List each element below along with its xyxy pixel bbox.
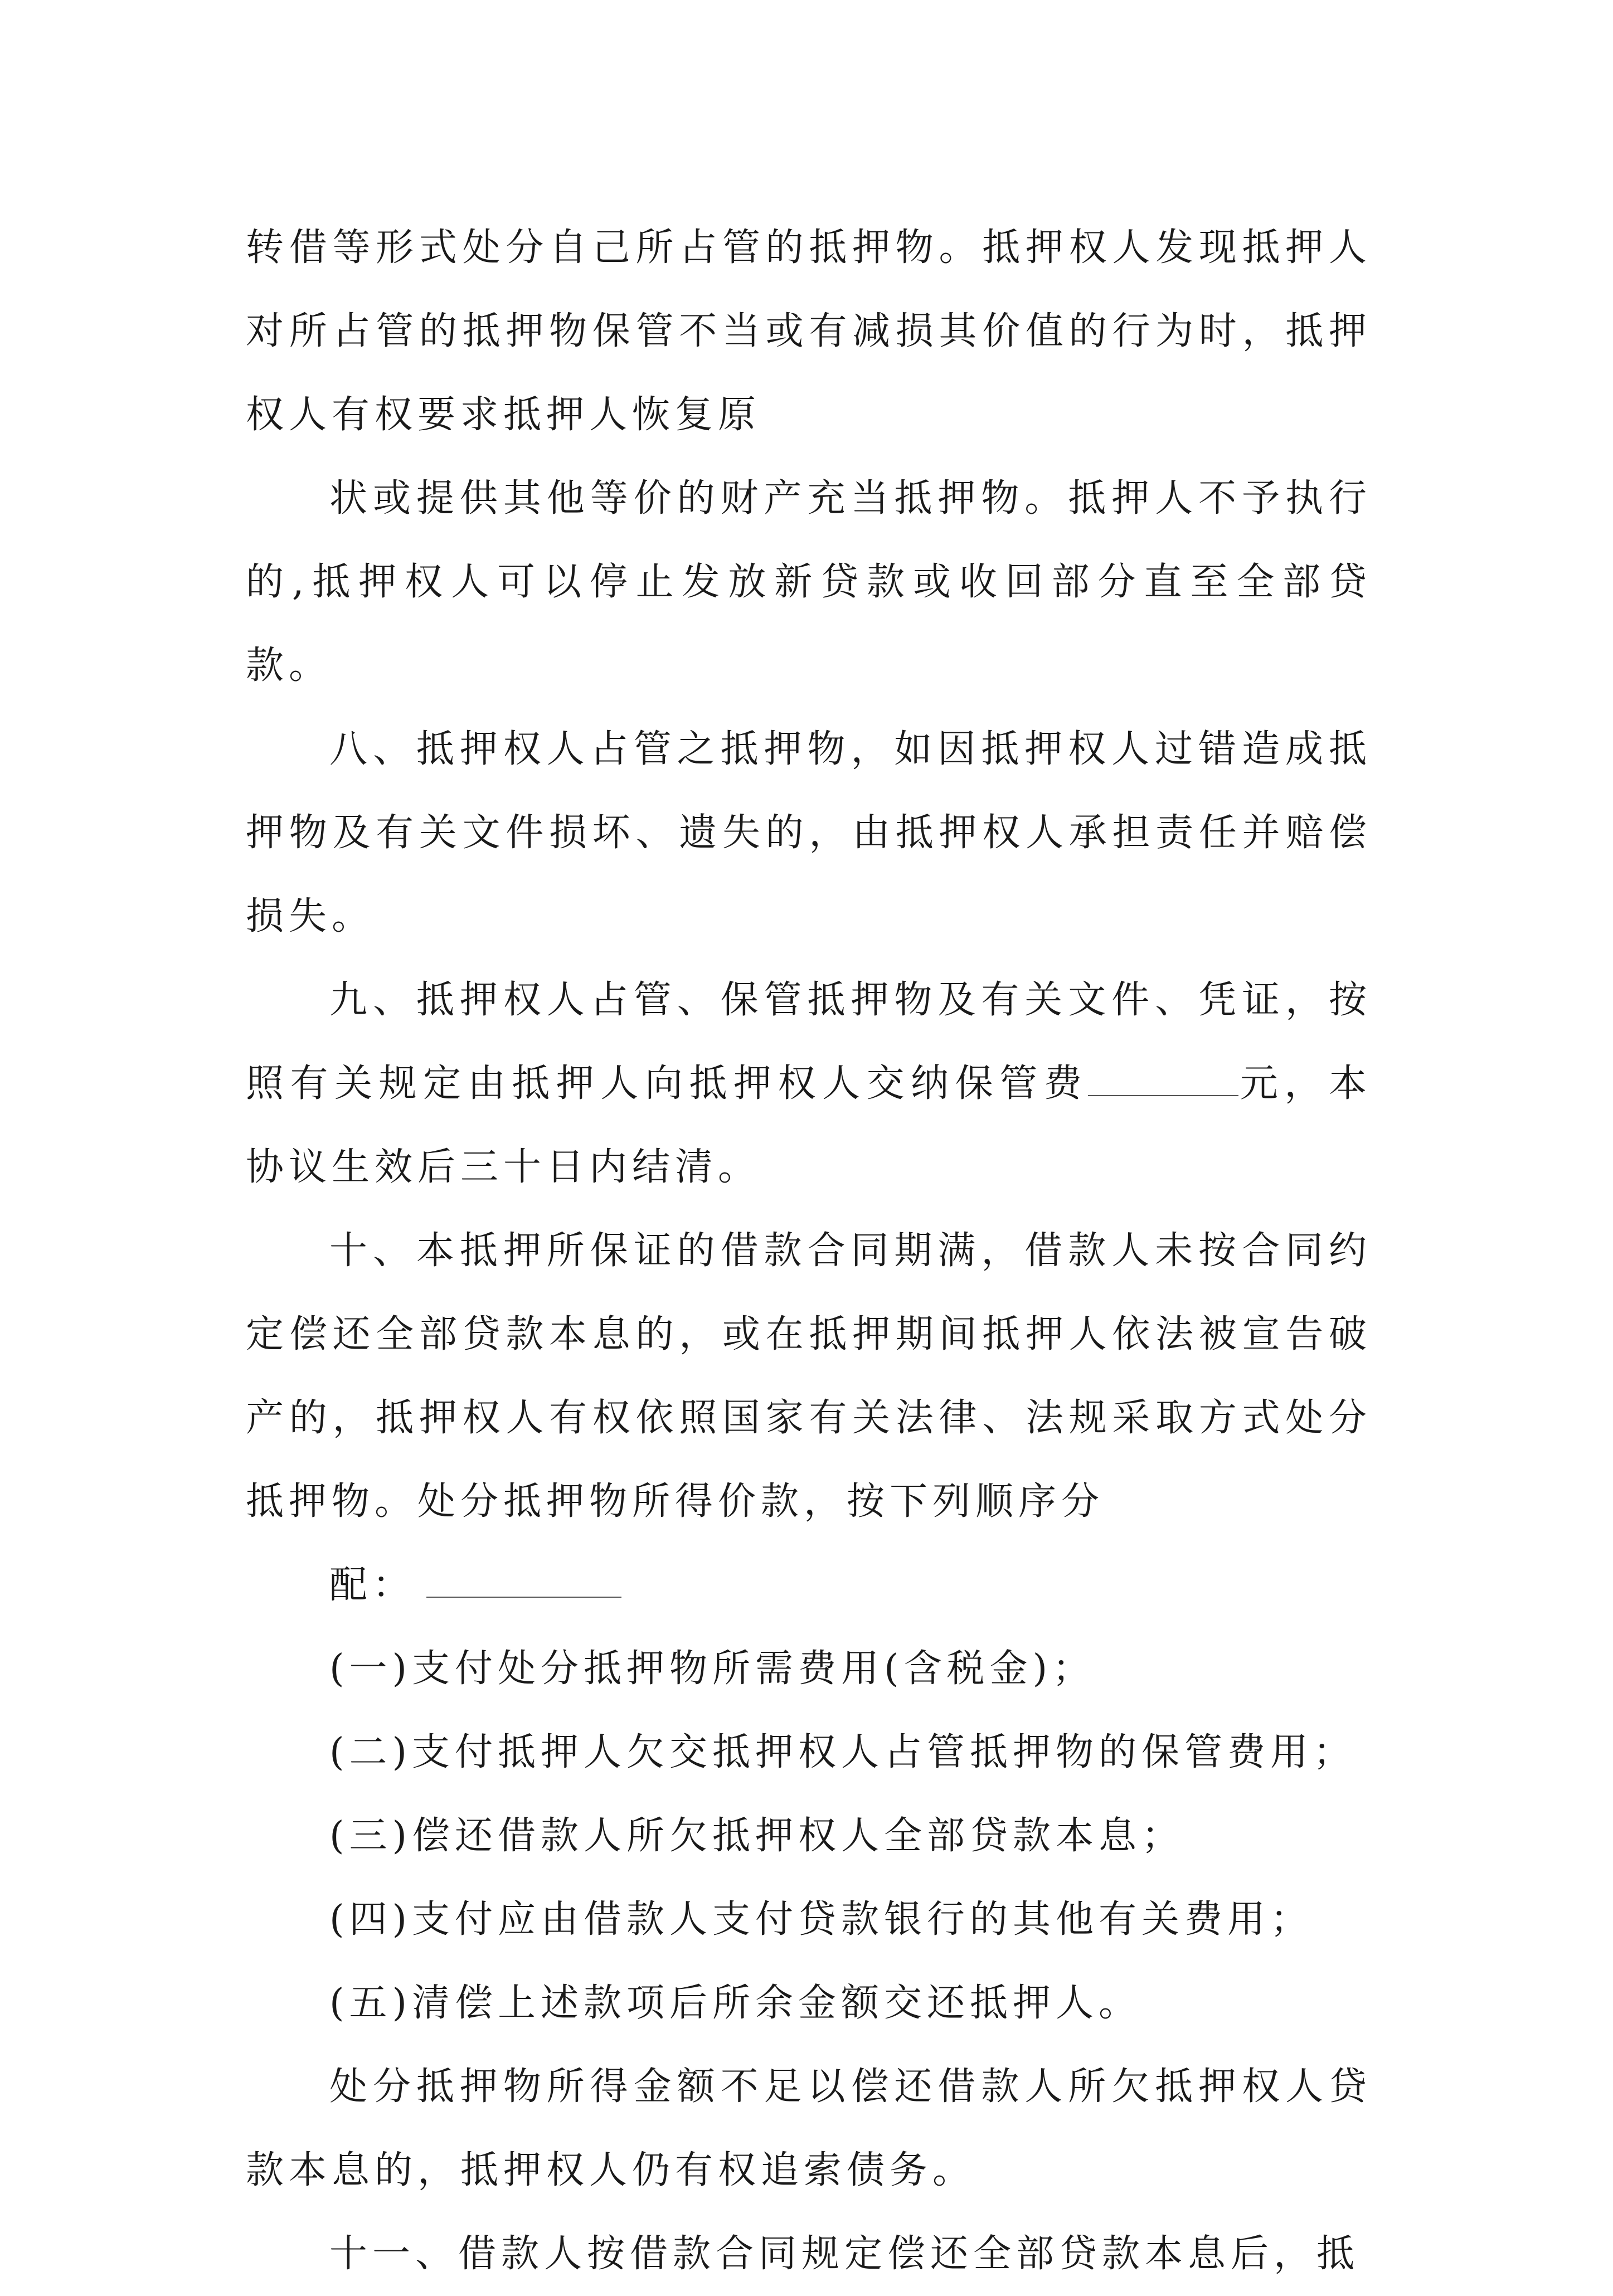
paragraph-clause-10: 十、本抵押所保证的借款合同期满，借款人未按合同约定偿还全部贷款本息的，或在抵押期间抵押人依法被宣告破产的，抵押权人有权依照国家有关法律、法规采取方式处分抵押物。处分抵押物所得价款，按下列顺序分: [246, 1229, 1372, 1524]
list-item: (二)支付抵押人欠交抵押权人占管抵押物的保管费用；: [329, 1730, 1357, 1774]
paragraph-clause-8: 八、抵押权人占管之抵押物，如因抵押权人过错造成抵押物及有关文件损坏、遗失的，由抵押权人承担责任并赔偿损失。: [246, 727, 1372, 938]
list-item: (四)支付应由借款人支付贷款银行的其他有关费用；: [329, 1898, 1314, 1942]
paragraph-distribution: [246, 1544, 1372, 1627]
list-item: (五)清偿上述款项后所余金额交还抵押人。: [329, 1981, 1142, 2025]
paragraph-1: 转借等形式处分自己所占管的抵押物。抵押权人发现抵押人对所占管的抵押物保管不当或有减损其价值的行为时，抵押权人有权要求抵押人恢复原: [246, 226, 1372, 437]
list-item: (一)支付处分抵押物所需费用(含税金)；: [329, 1647, 1096, 1691]
list-item: (三)偿还借款人所欠抵押权人全部贷款本息；: [329, 1814, 1185, 1858]
paragraph-2: 状或提供其他等价的财产充当抵押物。抵押人不予执行的,抵押权人可以停止发放新贷款或收回部分直至全部贷款。: [246, 476, 1372, 688]
distribution-blank: [426, 1568, 621, 1598]
paragraph-shortfall: 处分抵押物所得金额不足以偿还借款人所欠抵押权人贷款本息的，抵押权人仍有权追索债务。: [246, 2065, 1372, 2192]
paragraph-clause-11: 十一、借款人按借款合同规定偿还全部贷款本息后，抵: [329, 2232, 1360, 2276]
fee-amount-blank: [1088, 1066, 1238, 1096]
document-page: [246, 206, 1372, 2296]
clause-9-text-after: 元，本协议生效后三十日内结清。: [246, 1062, 1372, 1189]
paragraph-clause-9: [246, 959, 1372, 1209]
clause-9-text-before: 九、抵押权人占管、保管抵押物及有关文件、凭证，按照有关规定由抵押人向抵押权人交纳保管费: [246, 978, 1372, 1106]
distribution-label: 配：: [329, 1563, 416, 1607]
